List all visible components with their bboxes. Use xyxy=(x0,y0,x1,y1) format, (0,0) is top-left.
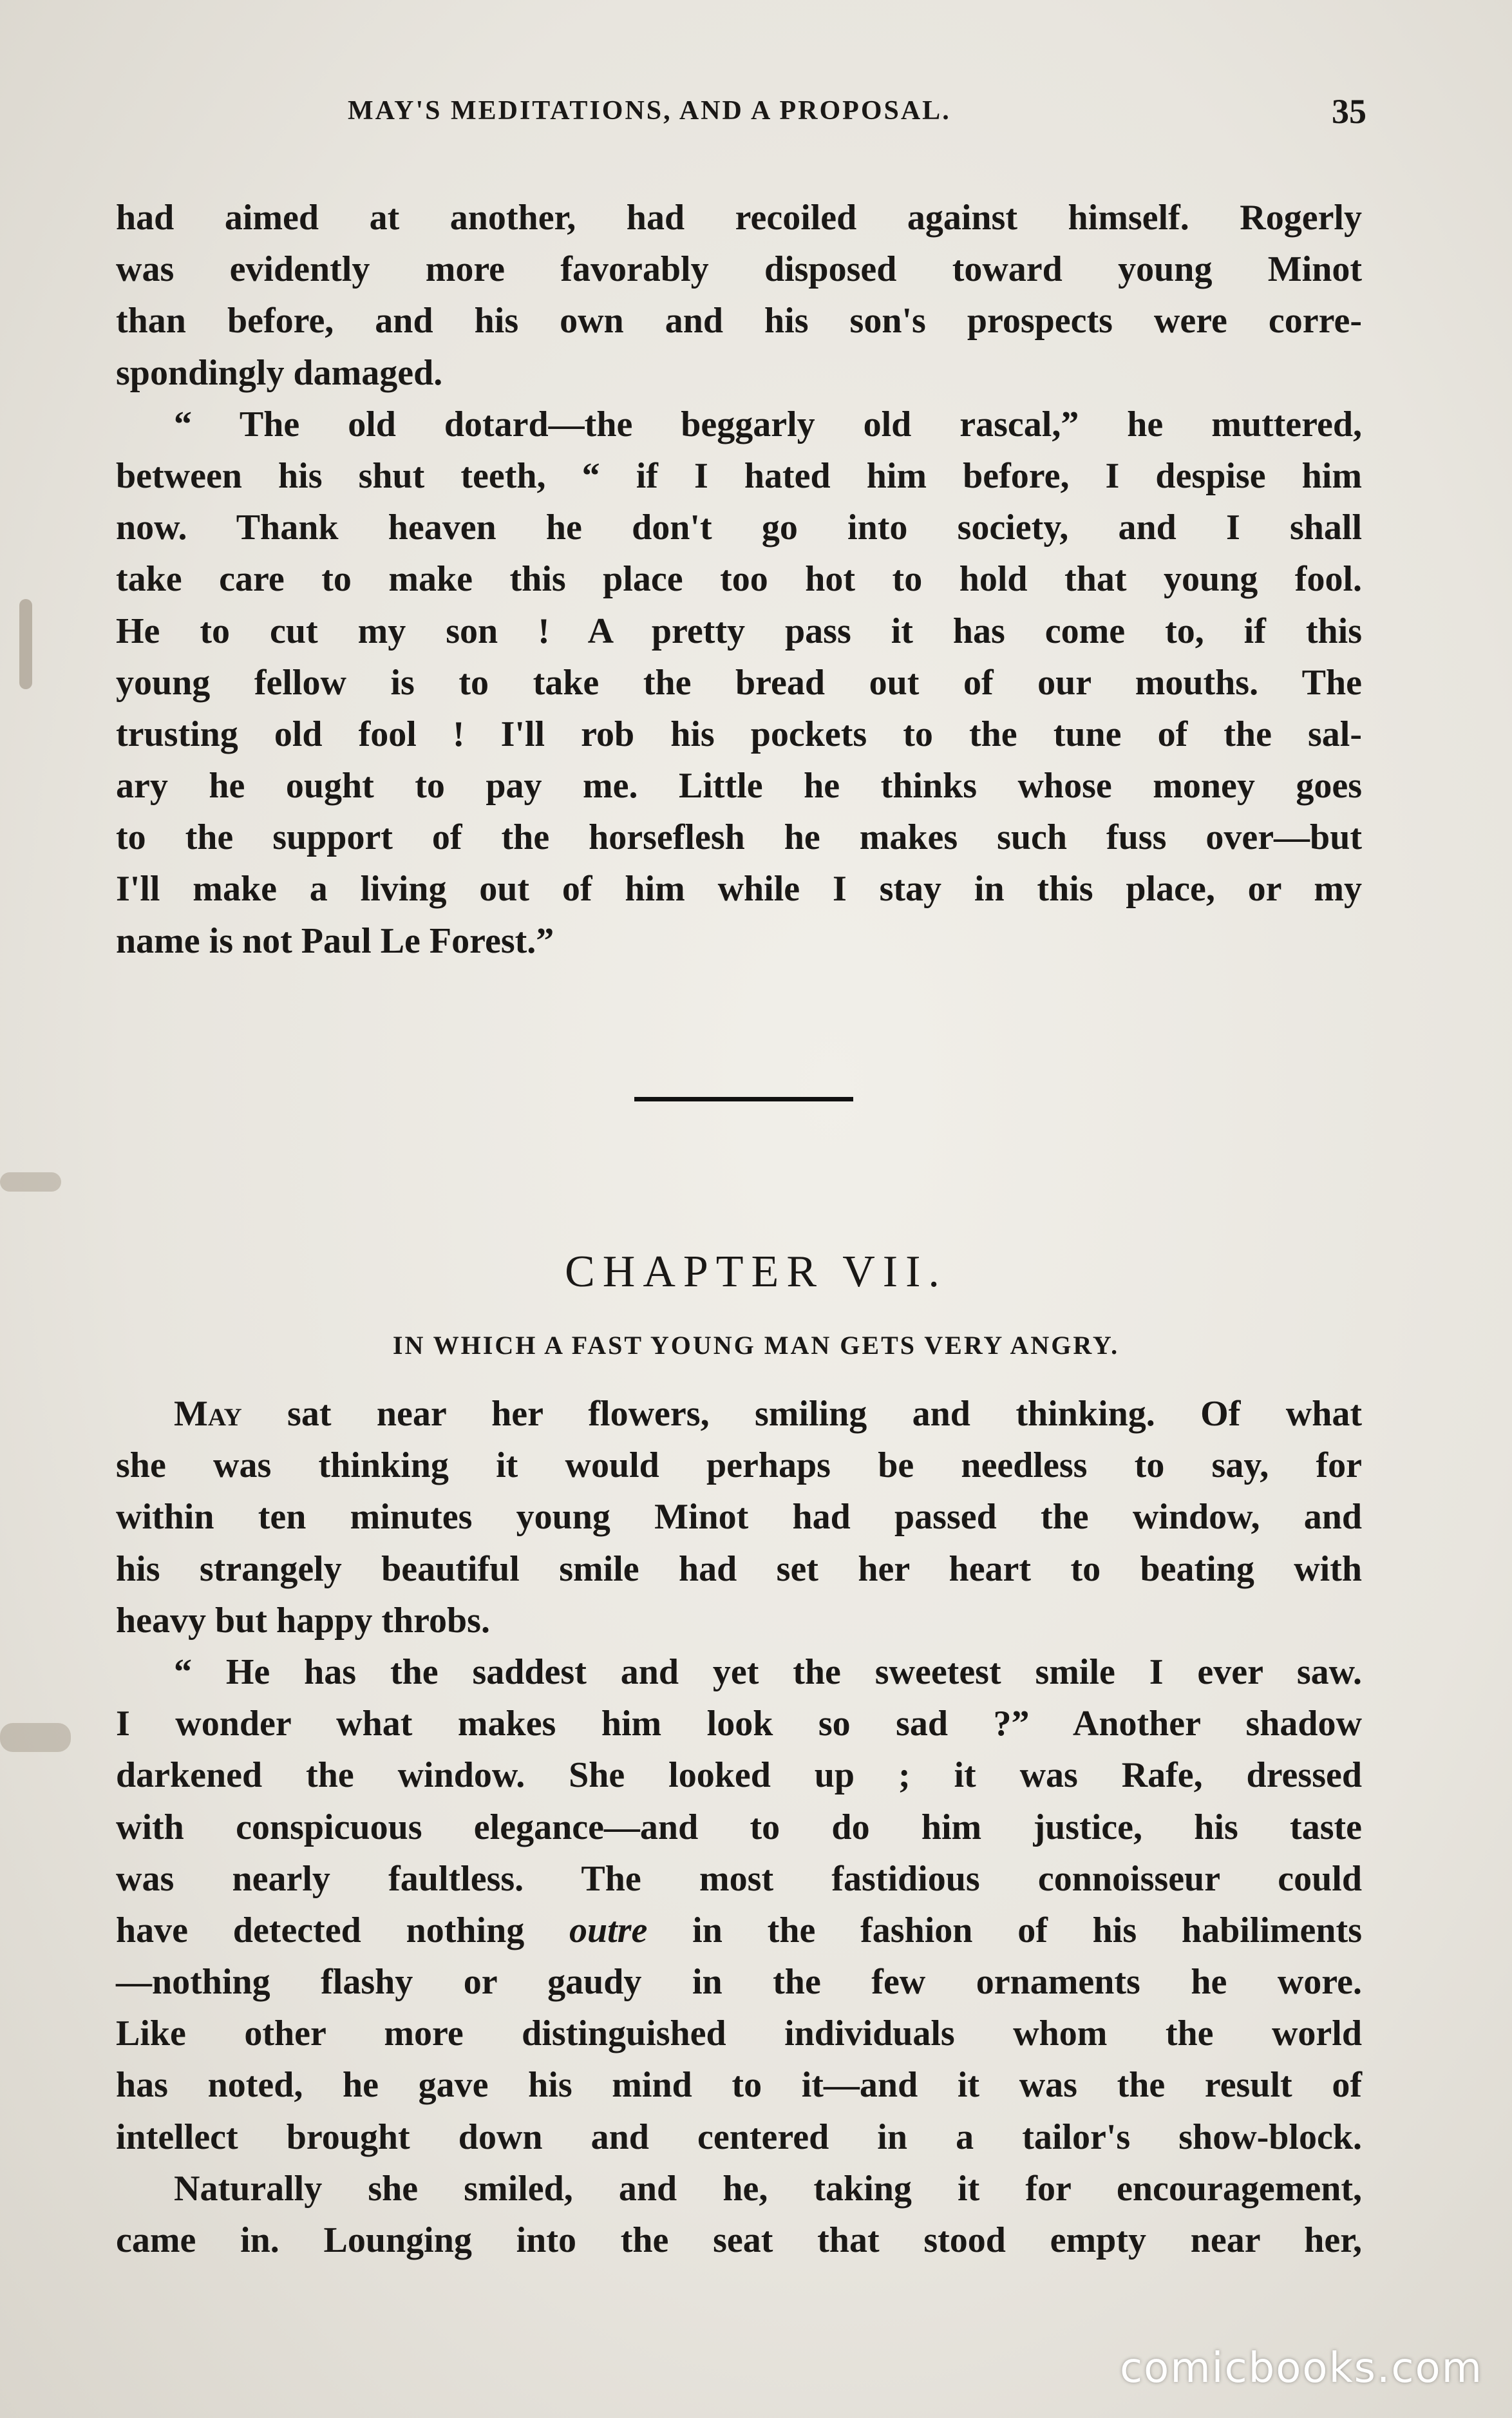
italic-word: outre xyxy=(569,1910,648,1950)
text-line: Like other more distinguished individuals whom the world xyxy=(116,2013,1362,2054)
text-line: “ He has the saddest and yet the sweetest smile I ever saw. xyxy=(174,1652,1362,1692)
page-stain xyxy=(0,1723,71,1752)
text-line: she was thinking it would perhaps be needless to say, for xyxy=(116,1445,1362,1486)
page-stain xyxy=(0,1172,61,1192)
text-line: name is not Paul Le Forest.” xyxy=(116,920,554,961)
opening-word: May xyxy=(174,1394,242,1434)
text-line: heavy but happy throbs. xyxy=(116,1600,490,1641)
text-line: between his shut teeth, “ if I hated him before, I despise him xyxy=(116,455,1362,496)
text-line: I'll make a living out of him while I stay in this place, or my xyxy=(116,869,1362,909)
text-line: with conspicuous elegance—and to do him justice, his taste xyxy=(116,1807,1362,1847)
text-line: spondingly damaged. xyxy=(116,352,443,393)
text-line: intellect brought down and centered in a tailor's show-block. xyxy=(116,2117,1362,2157)
page-header xyxy=(348,92,1366,140)
text-run: have detected nothing xyxy=(116,1910,570,1950)
watermark: comicbooks.com xyxy=(1119,2345,1483,2392)
chapter-title: CHAPTER VII. xyxy=(565,1247,947,1297)
paragraph-block-2 xyxy=(116,1388,1362,2266)
text-line: “ The old dotard—the beggarly old rascal,” he muttered, xyxy=(174,404,1362,444)
running-head: MAY'S MEDITATIONS, AND A PROPOSAL. xyxy=(348,96,951,126)
text-line: than before, and his own and his son's prospects were corre- xyxy=(116,301,1362,341)
text-line: He to cut my son ! A pretty pass it has come to, if this xyxy=(116,611,1362,651)
text-line: take care to make this place too hot to hold that young fool. xyxy=(116,559,1362,600)
text-line: has noted, he gave his mind to it—and it was the result of xyxy=(116,2065,1362,2106)
text-line: his strangely beautiful smile had set her heart to beating with xyxy=(116,1548,1362,1589)
text-line: to the support of the horseflesh he makes such fuss over—but xyxy=(116,817,1362,858)
text-line: I wonder what makes him look so sad ?” Another shadow xyxy=(116,1704,1362,1744)
text-line: darkened the window. She looked up ; it was Rafe, dressed xyxy=(116,1755,1362,1796)
section-divider xyxy=(634,1097,853,1101)
text-run: in the fashion of his habiliments xyxy=(647,1910,1362,1950)
text-line: young fellow is to take the bread out of our mouths. The xyxy=(116,662,1362,703)
text-line: was evidently more favorably disposed toward young Minot xyxy=(116,249,1362,290)
text-line: ary he ought to pay me. Little he thinks whose money goes xyxy=(116,766,1362,806)
text-line: was nearly faultless. The most fastidious connoisseur could xyxy=(116,1858,1362,1899)
text-line: within ten minutes young Minot had passed the window, and xyxy=(116,1497,1362,1537)
text-line: trusting old fool ! I'll rob his pockets to the tune of the sal- xyxy=(116,714,1362,754)
text-line xyxy=(116,1905,1362,1956)
paragraph-block-1 xyxy=(116,192,1362,967)
text-run: sat near her flowers, smiling and thinking. Of what xyxy=(241,1394,1362,1434)
text-line: Naturally she smiled, and he, taking it for encouragement, xyxy=(174,2168,1362,2209)
page-stain xyxy=(19,599,32,689)
page-number: 35 xyxy=(1332,92,1366,131)
text-line: —nothing flashy or gaudy in the few ornaments he wore. xyxy=(116,1962,1362,2003)
text-line: came in. Lounging into the seat that stood empty near her, xyxy=(116,2220,1362,2260)
text-line: now. Thank heaven he don't go into society, and I shall xyxy=(116,508,1362,548)
chapter-subtitle: IN WHICH A FAST YOUNG MAN GETS VERY ANGRY. xyxy=(392,1331,1120,1360)
text-line: had aimed at another, had recoiled against himself. Rogerly xyxy=(116,198,1362,238)
text-line xyxy=(116,1388,1362,1440)
